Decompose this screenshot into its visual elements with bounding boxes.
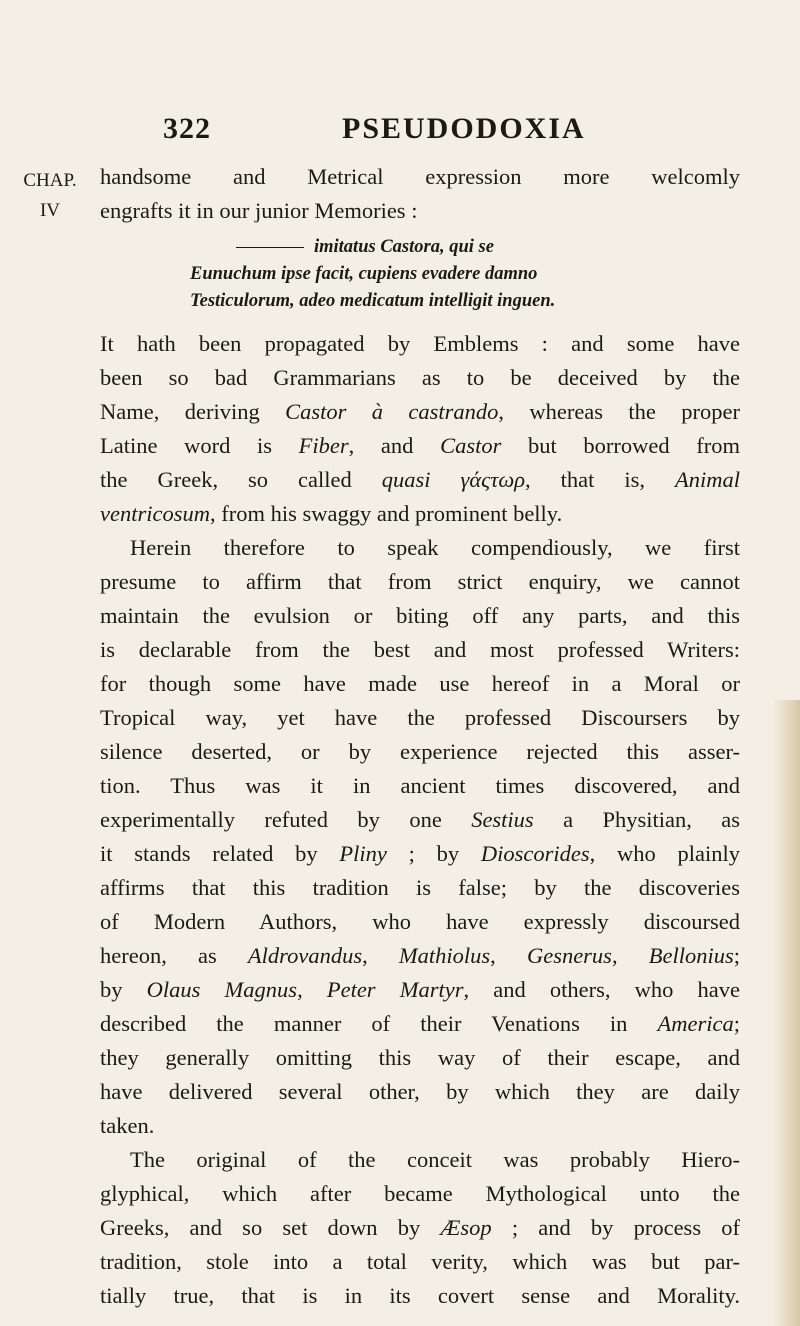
text-line: affirms that this tradition is false; by the discoveries [100,875,740,900]
text-line: they generally omitting this way of their escape, and [100,1045,740,1070]
text-line: Name, deriving Castor à castrando, whereas the proper [100,399,740,424]
text-line: have delivered several other, by which they are daily [100,1079,740,1104]
page-edge-stain [772,700,800,1326]
text-line: handsome and Metrical expression more welcomly [100,164,740,189]
text-line: taken. [100,1113,155,1138]
text-line: of Modern Authors, who have expressly discoursed [100,909,740,934]
text-line: by Olaus Magnus, Peter Martyr, and others, who have [100,977,741,1002]
chapter-margin-note [18,166,82,226]
paragraph-1 [100,327,740,531]
text-line: It hath been propagated by Emblems : and some have [100,331,740,356]
text-line: tion. Thus was it in ancient times discovered, and [100,773,740,798]
text-line: Herein therefore to speak compendiously, we first [130,535,740,560]
chapter-label: CHAP. [23,170,77,191]
text-line: tially true, that is in its covert sense and Morality. [100,1283,740,1308]
running-head [0,112,800,152]
text-line: experimentally refuted by one Sestius a Physitian, as [100,807,740,832]
text-line: maintain the evulsion or biting off any parts, and this [100,603,740,628]
page-number: 322 [163,112,211,145]
text-line: silence deserted, or by experience rejected this asser- [100,739,740,764]
text-line: the Greek, so called quasi γάςτωρ, that is, Animal [100,467,741,492]
text-line: engrafts it in our junior Memories : [100,198,418,223]
text-line: is declarable from the best and most professed Writers: [100,637,740,662]
text-line: Greeks, and so set down by Æsop ; and by process of [100,1215,740,1240]
chapter-number: IV [39,200,61,221]
text-line: The original of the conceit was probably Hiero- [130,1147,740,1172]
paragraph-2 [100,531,740,1143]
text-line: for though some have made use hereof in a Moral or [100,671,740,696]
latin-quotation [100,234,740,315]
quote-line: Eunuchum ipse facit, cupiens evadere damno [190,264,538,284]
body-text [100,160,740,1313]
quote-dash [236,247,304,248]
text-line: presume to affirm that from strict enquiry, we cannot [100,569,740,594]
text-line: been so bad Grammarians as to be deceived by the [100,365,740,390]
quote-line: imitatus Castora, qui se [100,234,740,261]
text-line: Latine word is Fiber, and Castor but borrowed from [100,433,740,458]
running-title: PSEUDODOXIA [342,112,586,145]
text-line: tradition, stole into a total verity, which was but par- [100,1249,740,1274]
text-line: it stands related by Pliny ; by Dioscorides, who plainly [100,841,740,866]
text-line: Tropical way, yet have the professed Discoursers by [100,705,740,730]
text-line: glyphical, which after became Mythological unto the [100,1181,740,1206]
text-line: described the manner of their Venations in America; [100,1011,740,1036]
quote-line: Testiculorum, adeo medicatum intelligit inguen. [190,291,556,311]
paragraph-3 [100,1143,740,1313]
text-line: hereon, as Aldrovandus, Mathiolus, Gesnerus, Bellonius; [100,943,741,968]
text-line: ventricosum, from his swaggy and prominent belly. [100,501,563,526]
